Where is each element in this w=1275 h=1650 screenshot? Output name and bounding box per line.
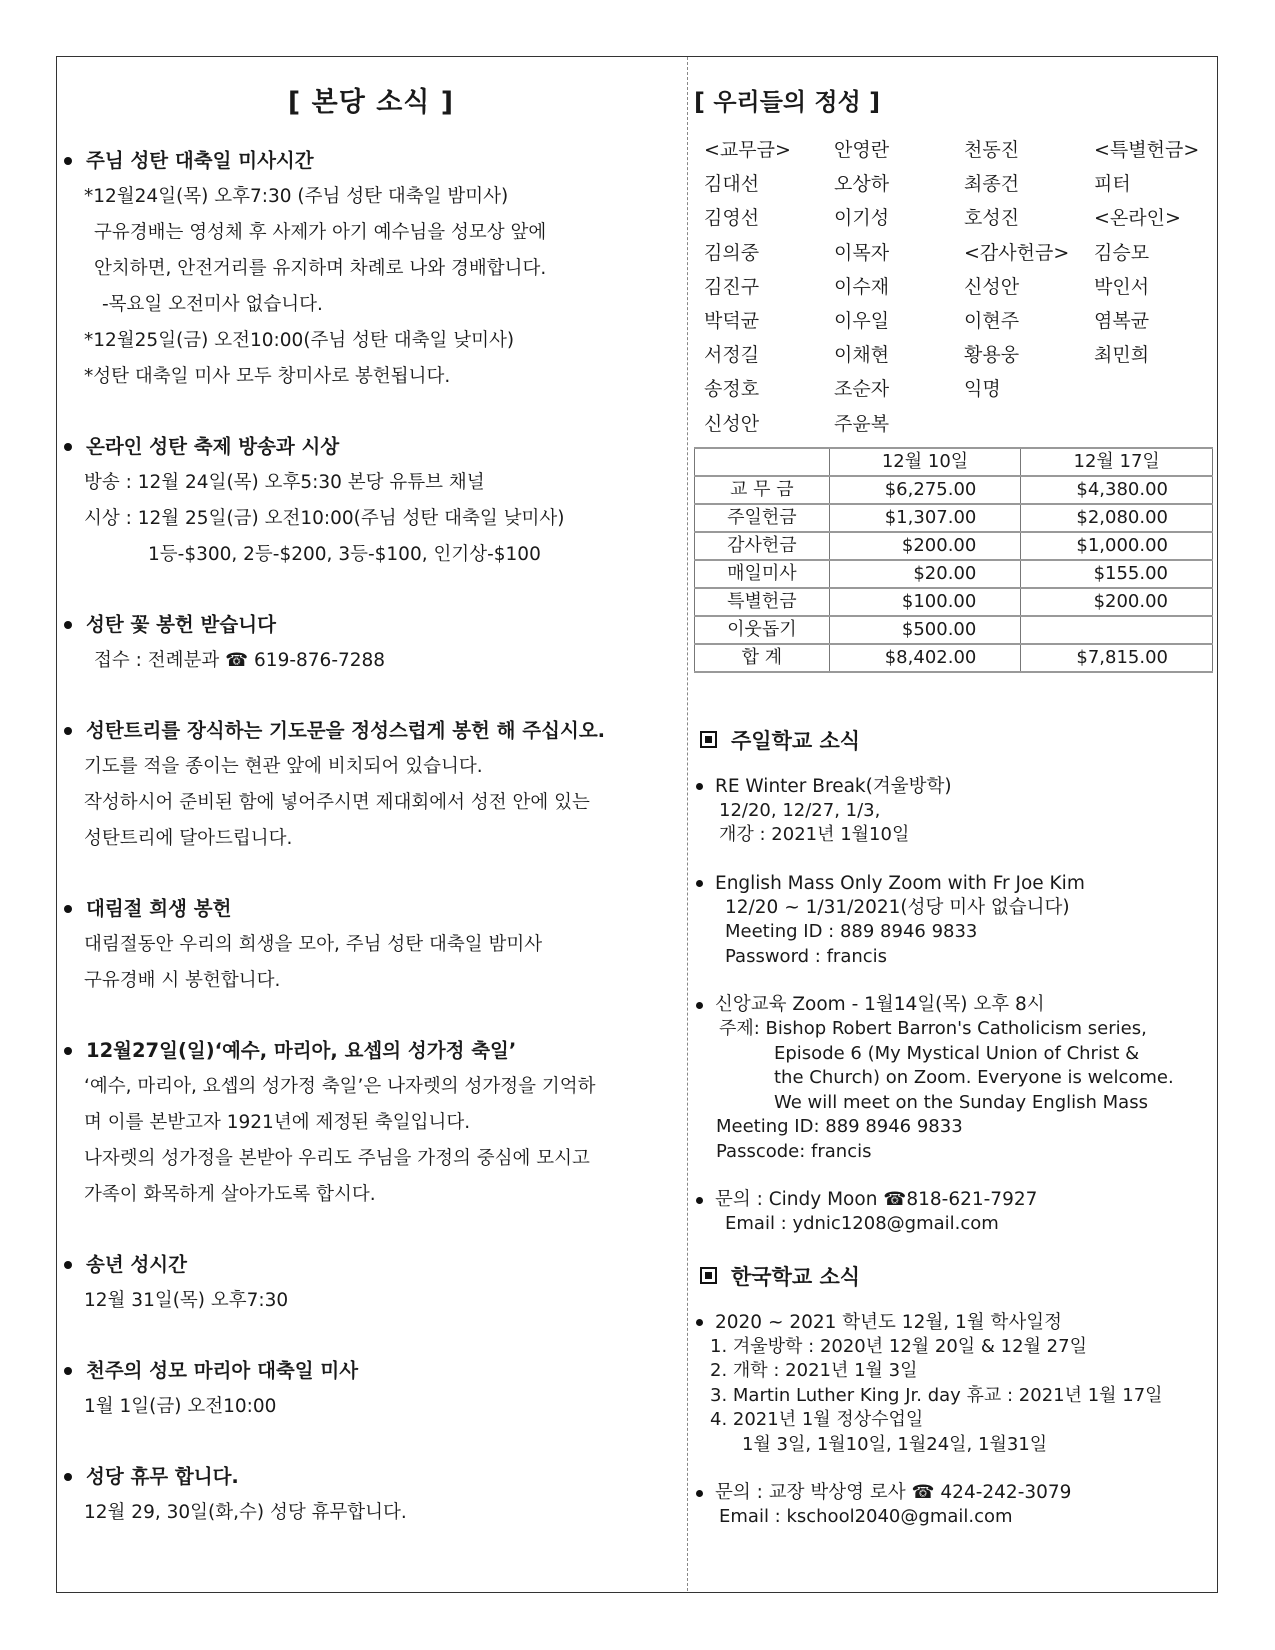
donor-name: 김영선 <box>704 207 760 230</box>
donor-name: 호성진 <box>964 207 1020 230</box>
table-row: 감사헌금 $200.00 $1,000.00 <box>695 532 1213 560</box>
bullet-icon <box>64 1367 72 1375</box>
bullet-icon <box>64 157 72 165</box>
donor-name <box>1094 372 1222 406</box>
donor-name: 염복균 <box>1094 310 1150 333</box>
donor-name: 이목자 <box>834 241 890 264</box>
offering-totals-table <box>694 447 1213 673</box>
bullet-icon <box>64 727 72 735</box>
donor-name: 최종건 <box>964 173 1020 196</box>
bullet-icon <box>696 1490 703 1497</box>
donor-name: <특별헌금> <box>1094 139 1200 161</box>
bullet-icon <box>696 880 703 887</box>
donor-name: 이기성 <box>834 207 890 230</box>
donor-name: 신성안 <box>964 275 1020 298</box>
christmas-mass-section: 주님 성탄 대축일 미사시간 *12월24일(목) 오후7:30 (주님 성탄 대축일 밤미사) 구유경배는 영성체 후 사제가 아기 예수님을 성모상 앞에 안치하면, 안전거리를 유지하며 차례로 나와 경배합니다. -목요일 오전미사 없습니다. *12월25일(금) 오전10:00(주님 성탄 대축일 낮미사) *성탄 대축일 미사 모두 창미사로 봉헌됩니다. <box>62 143 680 395</box>
bullet-icon <box>696 1002 703 1009</box>
bullet-icon <box>64 1047 72 1055</box>
table-row: 특별헌금 $100.00 $200.00 <box>695 588 1213 616</box>
donor-name: 이채현 <box>834 344 890 367</box>
english-mass-zoom-item: English Mass Only Zoom with Fr Joe Kim 12/20 ~ 1/31/2021(성당 미사 없습니다) Meeting ID : 889 8946 9833 Password : francis <box>694 872 1212 970</box>
offerings-column <box>694 82 1212 1530</box>
advent-sacrifice-section: 대림절 희생 봉헌 대림절동안 우리의 희생을 모아, 주님 성탄 대축일 밤미사 구유경배 시 봉헌합니다. <box>62 891 680 999</box>
donor-name: 오상하 <box>834 173 890 196</box>
square-bullet-icon <box>700 1267 717 1284</box>
donor-name: 김승모 <box>1094 241 1150 264</box>
parish-news-column <box>62 80 680 1531</box>
table-row: 교 무 금 $6,275.00 $4,380.00 <box>695 476 1213 504</box>
donor-name: 송정호 <box>704 378 760 401</box>
donor-name: 황용웅 <box>964 344 1020 367</box>
mary-mother-of-god-section: 천주의 성모 마리아 대축일 미사 1월 1일(금) 오전10:00 <box>62 1353 680 1425</box>
donor-name: 조순자 <box>834 378 890 401</box>
donor-name: 피터 <box>1094 173 1131 196</box>
donor-name: <교무금> <box>704 139 791 161</box>
online-festival-section: 온라인 성탄 축제 방송과 시상 방송 : 12월 24일(목) 오후5:30 본당 유튜브 채널 시상 : 12월 25일(금) 오전10:00(주님 성탄 대축일 낮미사) 1등-$300, 2등-$200, 3등-$100, 인기상-$100 <box>62 429 680 573</box>
donor-name: 천동진 <box>964 139 1020 161</box>
donor-name <box>964 407 1094 441</box>
korean-school-heading: 한국학교 소식 <box>700 1261 1212 1291</box>
table-row: 이웃돕기 $500.00 <box>695 616 1213 644</box>
table-row: 매일미사 $20.00 $155.00 <box>695 560 1213 588</box>
bullet-icon <box>64 905 72 913</box>
donor-name <box>1094 407 1222 441</box>
bullet-icon <box>696 1197 703 1204</box>
donor-name: <온라인> <box>1094 207 1181 230</box>
offerings-title: [ 우리들의 정성 ] <box>694 88 881 116</box>
academic-schedule-item: 2020 ~ 2021 학년도 12월, 1월 학사일정 1. 겨울방학 : 2020년 12월 20일 & 12월 27일 2. 개학 : 2021년 1월 3일 3. Martin Luther King Jr. day 휴교 : 2021년 1월 17일 4. 2021년 1월 정상수업일 1월 3일, 1월10일, 1월24일, 1월31일 <box>694 1311 1212 1458</box>
donor-name: 익명 <box>964 378 1001 401</box>
donor-name-grid <box>704 133 1212 441</box>
bullet-icon <box>64 443 72 451</box>
parish-news-title: [ 본당 소식 ] <box>287 87 455 118</box>
church-closed-section: 성당 휴무 합니다. 12월 29, 30일(화,수) 성당 휴무합니다. <box>62 1459 680 1531</box>
bullet-icon <box>64 1473 72 1481</box>
donor-name: 이현주 <box>964 310 1020 333</box>
bullet-icon <box>64 1261 72 1269</box>
bullet-icon <box>64 621 72 629</box>
square-bullet-icon <box>700 731 717 748</box>
christmas-flower-section: 성탄 꽃 봉헌 받습니다 접수 : 전례분과 ☎ 619-876-7288 <box>62 607 680 679</box>
winter-break-item: RE Winter Break(겨울방학) 12/20, 12/27, 1/3, 개강 : 2021년 1월10일 <box>694 775 1212 848</box>
sunday-school-heading: 주일학교 소식 <box>700 725 1212 755</box>
donor-name: 김진구 <box>704 275 760 298</box>
table-header-row: 12월 10일 12월 17일 <box>695 448 1213 476</box>
donor-name: 이우일 <box>834 310 890 333</box>
bullet-icon <box>696 783 703 790</box>
donor-name: 서정길 <box>704 344 760 367</box>
bullet-icon <box>696 1319 703 1326</box>
sunday-school-contact-item: 문의 : Cindy Moon ☎818-621-7927 Email : ydnic1208@gmail.com <box>694 1188 1212 1237</box>
korean-school-contact-item: 문의 : 교장 박상영 로사 ☎ 424-242-3079 Email : kschool2040@gmail.com <box>694 1481 1212 1530</box>
donor-name: 안영란 <box>834 139 890 161</box>
donor-name: 신성안 <box>704 412 760 435</box>
table-total-row: 합 계 $8,402.00 $7,815.00 <box>695 644 1213 672</box>
donor-name: 박덕균 <box>704 310 760 333</box>
holy-family-section: 12월27일(일)‘예수, 마리아, 요셉의 성가정 축일’ ‘예수, 마리아, 요셉의 성가정 축일’은 나자렛의 성가정을 기억하 며 이를 본받고자 1921년에 제정된 축일입니다. 나자렛의 성가정을 본받아 우리도 주님을 가정의 중심에 모시고 가족이 화목하게 살아가도록 합시다. <box>62 1033 680 1213</box>
year-end-holy-hour-section: 송년 성시간 12월 31일(목) 오후7:30 <box>62 1247 680 1319</box>
donor-name: 김의중 <box>704 241 760 264</box>
donor-name: 이수재 <box>834 275 890 298</box>
faith-education-zoom-item: 신앙교육 Zoom - 1월14일(목) 오후 8시 주제: Bishop Robert Barron's Catholicism series, Episode 6 (My Mystical Union of Christ & the Church) on Zoom. Everyone is welcome. We will meet on the Sunday English Mass Meeting ID: 889 8946 9833 Passcode: francis <box>694 993 1212 1164</box>
christmas-tree-prayer-section: 성탄트리를 장식하는 기도문을 정성스럽게 봉헌 해 주십시오. 기도를 적을 종이는 현관 앞에 비치되어 있습니다. 작성하시어 준비된 함에 넣어주시면 제대회에서 성전 안에 있는 성탄트리에 달아드립니다. <box>62 713 680 857</box>
table-row: 주일헌금 $1,307.00 $2,080.00 <box>695 504 1213 532</box>
donor-name: 최민희 <box>1094 344 1150 367</box>
donor-name: 주윤복 <box>834 412 890 435</box>
donor-name: 김대선 <box>704 173 760 196</box>
donor-name: 박인서 <box>1094 275 1150 298</box>
donor-name: <감사헌금> <box>964 241 1070 264</box>
column-divider <box>687 57 688 1591</box>
